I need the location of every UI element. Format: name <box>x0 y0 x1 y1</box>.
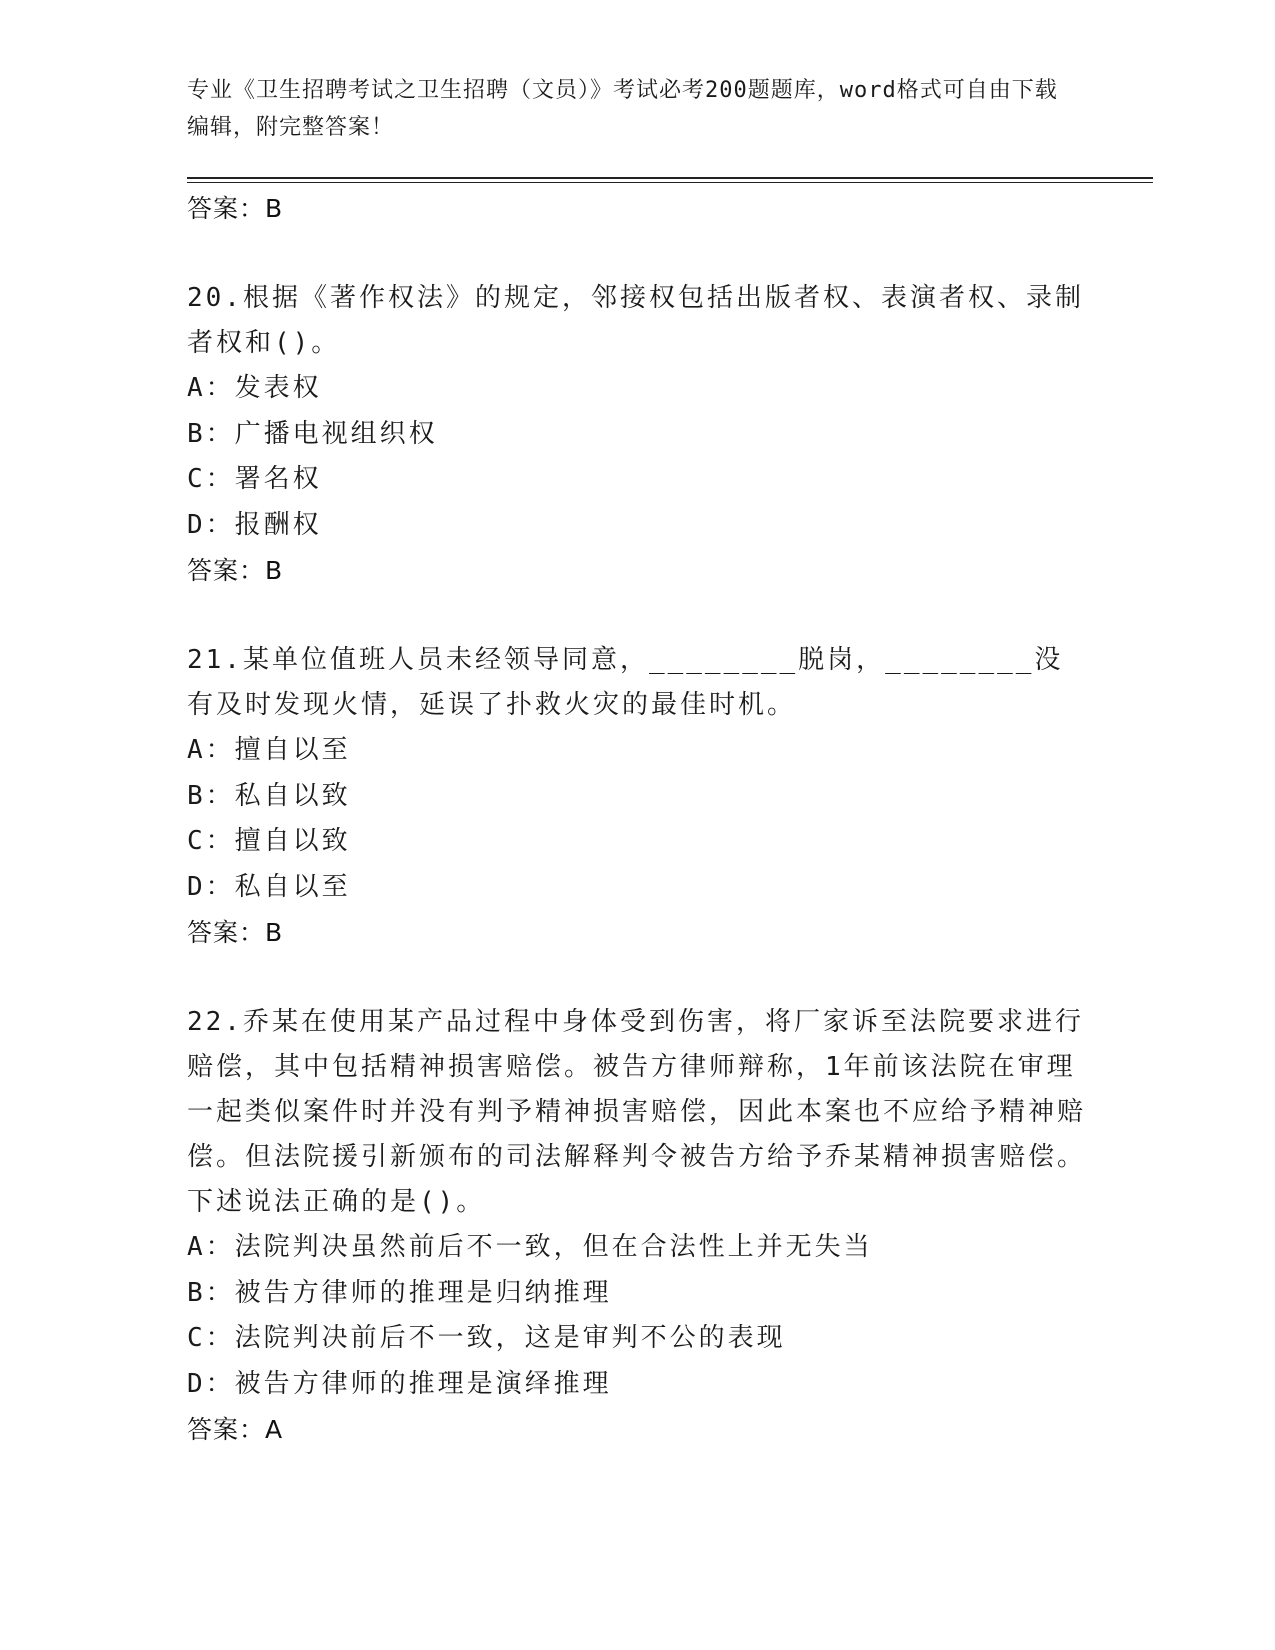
question-item <box>187 1000 1087 1453</box>
header-divider <box>187 177 1153 183</box>
option-d: D：私自以至 <box>187 871 351 902</box>
question-item <box>187 638 1087 956</box>
option-b: B：广播电视组织权 <box>187 418 438 449</box>
document-body <box>187 186 1087 1453</box>
option-c: C：擅自以致 <box>187 826 351 856</box>
answer-line: 答案：B <box>187 556 284 585</box>
option-a: A：法院判决虽然前后不一致，但在合法性上并无失当 <box>187 1232 873 1262</box>
option-b: B：私自以致 <box>187 780 351 811</box>
question-item <box>187 276 1087 594</box>
question-text: 20.根据《著作权法》的规定，邻接权包括出版者权、表演者权、录制者权和()。 <box>187 283 1084 358</box>
option-a: A：擅自以至 <box>187 735 351 765</box>
option-d: D：被告方律师的推理是演绎推理 <box>187 1368 612 1399</box>
answer-line: 答案：B <box>187 918 284 947</box>
option-c: C：法院判决前后不一致，这是审判不公的表现 <box>187 1323 786 1353</box>
page-header-text: 专业《卫生招聘考试之卫生招聘（文员）》考试必考200题题库，word格式可自由下载编辑，附完整答案！ <box>187 78 1058 140</box>
answer-line: 答案：A <box>187 1415 284 1444</box>
option-c: C：署名权 <box>187 464 322 494</box>
answer-line: 答案：B <box>187 194 284 223</box>
option-d: D：报酬权 <box>187 509 322 540</box>
option-b: B：被告方律师的推理是归纳推理 <box>187 1277 612 1308</box>
option-a: A：发表权 <box>187 373 322 403</box>
question-text: 22.乔某在使用某产品过程中身体受到伤害，将厂家诉至法院要求进行赔偿，其中包括精神损害赔偿。被告方律师辩称，1年前该法院在审理一起类似案件时并没有判予精神损害赔偿，因此本案也不应给予精神赔偿。但法院援引新颁布的司法解释判令被告方给予乔某精神损害赔偿。下述说法正确的是()。 <box>187 1007 1087 1217</box>
question-text: 21.某单位值班人员未经领导同意，________脱岗，________没有及时发现火情，延误了扑救火灾的最佳时机。 <box>187 645 1064 720</box>
